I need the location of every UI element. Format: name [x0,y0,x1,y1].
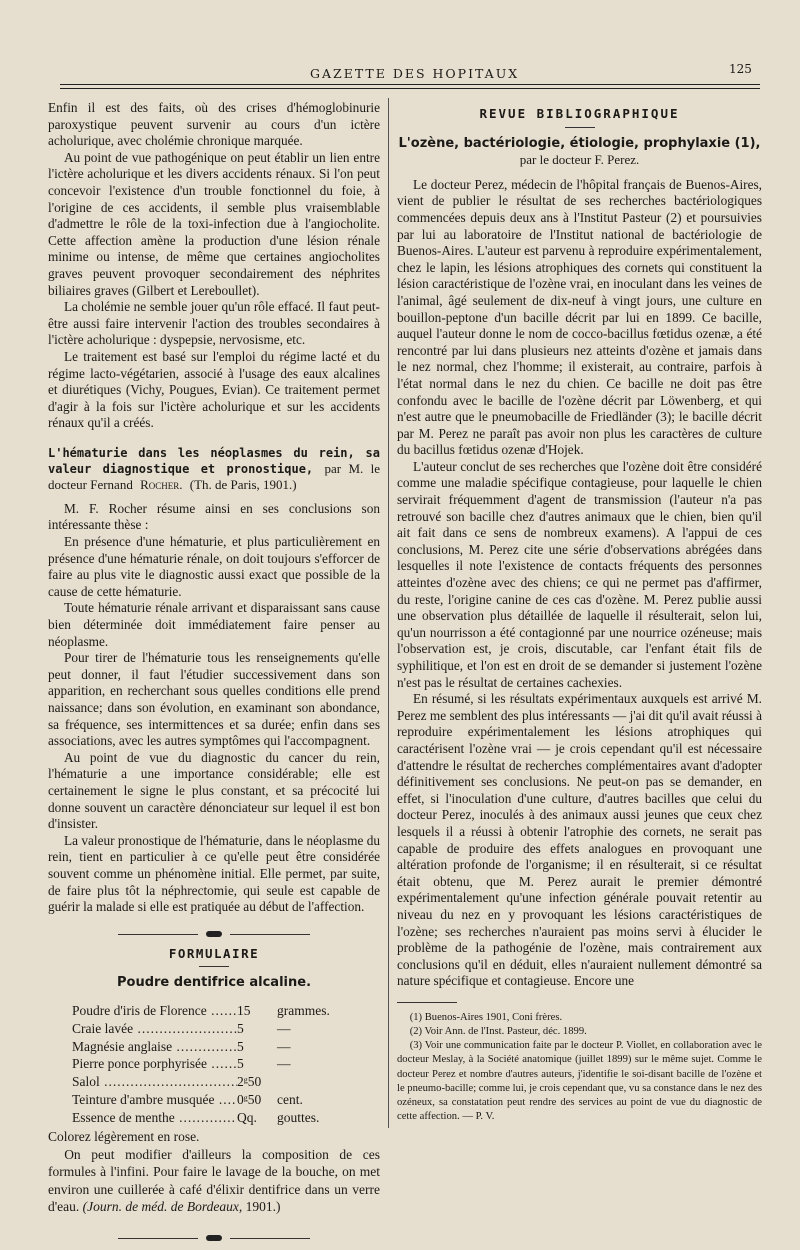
paragraph: La cholémie ne semble jouer qu'un rôle effacé. Il faut peut-être aussi faire intervenir l'action des troubles secondaires à l'ictère acholurique : dyspepsie, nervosisme, etc. [48,299,380,348]
paragraph: En présence d'une hématurie, et plus particulièrement en présence d'une hématurie rénale, on doit toujours s'efforcer de faire au plus vite le diagnostic aussi exact que possible de la cause de cette hématurie. [48,534,380,599]
review-heading: REVUE BIBLIOGRAPHIQUE [479,106,680,121]
ingredient-row [72,1109,380,1127]
header-rule-thin [60,88,760,89]
running-header: GAZETTE DES HOPITAUX [310,66,520,81]
footnotes [397,1011,762,1125]
section-byline: par M. le docteur Fernand [48,460,380,492]
ingredient-qty: 5 [237,1020,244,1036]
ingredient-row [72,1020,380,1038]
footnote: (3) Voir une communication faite par le docteur P. Viollet, en collaboration avec le docteur Meslay, à la Société anatomique (juillet 1899) sur le même sujet. Comme le docteur Perez et nombre d'autres auteurs, j'identifie le soi-disant bacille de l'ozène et le pneumo-bacille; comme lui, je crois cependant que, vu sa constance dans le nez des ozéneux, sa constatation peut rendre des services au point de vue du diagnostic de cette affection. — P. V. [397,1040,762,1123]
ingredient-qty: 15 [237,1002,251,1018]
ingredient-row [72,1055,380,1073]
column-divider [388,98,389,1128]
footnote-rule [397,1002,457,1003]
ingredient-unit: — [277,1038,291,1054]
ingredient-row [72,1073,380,1091]
ingredient-unit: gouttes. [277,1109,320,1125]
paragraph: M. F. Rocher résume ainsi en ses conclusions son intéressante thèse : [48,500,380,533]
article-author: par le docteur F. Perez. [519,152,640,168]
formula-notes [48,1128,380,1216]
ingredient-unit [277,1073,367,1091]
paragraph: En résumé, si les résultats expérimentaux auxquels est arrivé M. Perez me semblent des plus intéressants — j'ai dit qu'il avait réussi à reproduire expérimentalement les lésions atrophiques qui caractérisent l'ozène vrai — je crois cependant qu'il est nécessaire d'attendre le résultat de recherches complémentaires avant d'adopter définitivement ses conclusions. Ne peut-on pas se demander, en effet, si l'inoculation d'une culture, d'autres bacilles que celui du docteur Perez, inoculés à des animaux aussi jeunes que ceux chez lesquels il a réussi à obtenir l'atrophie des cornets, ne serait pas capable de produire des effets analogues en provoquant une altération profonde de l'organisme; il en résulterait, si ce résultat était obtenu, que M. Perez aurait le premier démontré expérimentalement qu'une infection générale pouvait retentir au niveau du nez en y provoquant les lésions caractéristiques de l'ozène; ses recherches n'auraient pas moins servi à élucider le problème de la pathogénie de l'ozène, mais contrairement aux conclusions qu'il en déduit, elles n'auraient nullement démontré sa nature spécifique et contagieuse. Encore une [397,691,762,989]
formulaire-heading: FORMULAIRE [168,945,260,961]
section-author: Rocher. [140,476,183,492]
footnote: (2) Voir Ann. de l'Inst. Pasteur, déc. 1899. [409,1026,587,1038]
paragraph: Enfin il est des faits, où des crises d'hémoglobinurie paroxystique peuvent survenir au cours d'un ictère acholurique, avec cholémie chronique marquée. [48,100,380,149]
page-number: 125 [729,62,752,76]
short-rule [565,127,595,128]
ingredient-name: Salol ..... [72,1073,237,1091]
formula-title: Poudre dentifrice alcaline. [116,975,312,991]
section-title-text: L'hématurie dans les néoplasmes du rein, sa valeur diagnostique et pronostique, [48,445,380,476]
footnote: (1) Buenos-Aires 1901, Coni frères. [409,1011,563,1023]
left-column [48,100,380,1250]
ingredient-row [72,1002,380,1020]
header-rule [60,84,760,85]
ingredient-qty: Qq. [237,1109,257,1125]
right-column [397,100,762,1125]
paragraph: Le docteur Perez, médecin de l'hôpital français de Buenos-Aires, vient de publier le résultat de ses recherches bactériologiques commencées depuis deux ans à l'Institut Pasteur (2) et poursuivies par lui au laboratoire de l'Institut national de bactériologie de Buenos-Aires. L'auteur est parvenu à reproduire expérimentalement, chez le lapin, les lésions atrophiques des cornets qui constituent la lésion caractéristique de l'ozène vrai, en inoculant dans les veines de l'animal, âgé seulement de dix-neuf à vingt jours, une culture en bouillon-peptone d'un bacille décrit par lui en 1899. Ce bacille, auquel l'auteur donne le nom de cocco-bacillus fœtidus ozenæ, a été rencontré par lui dans plusieurs nez atteints d'ozène et jamais dans le nez normal, chez l'homme; il existerait, au contraire, parfois à l'état normal dans le nez du chien. Ce bacille ne doit pas être confondu avec le bacille de l'ozène décrit par Löwenberg, et qui n'est autre que le pneumobacille de Friedländer (3); le bacille décrit par M. Perez ne paraît pas avoir non plus les caractères de culture du bacillus fœtidus ozenæ d'Hojek. [397,176,762,458]
section-title [48,446,380,493]
ingredient-qty: 2ᵍ50 [237,1074,262,1090]
ingredient-unit: — [277,1020,291,1036]
ingredient-name: Poudre d'iris de Florence ..... [72,1002,237,1020]
ingredient-qty: 0ᵍ50 [237,1091,262,1107]
formula-note [48,1146,380,1216]
ingredient-unit: grammes. [277,1002,330,1018]
ingredient-qty: 5 [237,1056,244,1072]
paragraph: Le traitement est basé sur l'emploi du régime lacté et du régime lacto-végétarien, associé à l'usage des eaux alcalines et diurétiques (Vichy, Pougues, Evian). Ce traitement permet d'agir à la fois sur l'ictère acholurique et sur les accidents rénaux qu'il a créés. [48,348,380,431]
ingredient-unit: cent. [277,1091,303,1107]
ingredient-row [72,1038,380,1056]
ingredient-name: Pierre ponce porphyrisée ..... [72,1055,237,1073]
ingredient-name: Craie lavée ..... [72,1020,237,1038]
paragraph: Au point de vue pathogénique on peut établir un lien entre l'ictère acholurique et les divers accidents rénaux. Si l'on peut concevoir l'existence d'un trouble fonctionnel du foie, à l'origine de ces accidents, il semble plus vraisemblable d'admettre le rôle de la toxi-infection due à l'angiocholite. Cette affection amène la production d'une lésion rénale minime ou intense, de même que certaines angiocholites graves peuvent provoquer secondairement des néphrites biliaires graves (Gilbert et Lereboullet). [48,149,380,298]
ingredient-name: Teinture d'ambre musquée ..... [72,1091,237,1109]
ingredient-row [72,1091,380,1109]
paragraph: L'auteur conclut de ses recherches que l'ozène doit être considéré comme une maladie spécifique contagieuse, pour laquelle le chien servirait fréquemment d'agent de transmission (l'auteur n'a pas retrouvé son bacille chez d'autres animaux que le chien, bien qu'il ait fait dans ce sens de nombreux examens). A l'appui de ces conclusions, M. Perez cite une série d'observations abrégées dans lesquelles il note l'existence de contacts fréquents des personnes atteintes d'ozène avec des chiens; ce qui ne permet pas d'affirmer, du reste, l'origine canine de ces cas d'ozène. M. Perez publie aussi une observation plus détaillée de laquelle il résulterait, selon lui, qu'un nourrisson a été contagionné par une nourrice ozéneuse; mais l'observation est, je crois, discutable, car l'enfant était fils de syphilitique, et l'on est en droit de se demander si justement l'ozène n'est pas le résultat de certaines cachexies. [397,458,762,690]
short-rule [199,966,229,967]
ornament-divider [48,1234,380,1244]
ornament-diamond [206,1235,222,1241]
article-title: L'ozène, bactériologie, étiologie, prophylaxie (1), [398,135,761,151]
ingredient-name: Magnésie anglaise ..... [72,1038,237,1056]
ingredient-name: Essence de menthe ..... [72,1109,237,1127]
formula-note-text: On peut modifier d'ailleurs la composition de ces formules à l'infini. Pour faire le lavage de la bouche, on met environ une cuillerée à café d'élixir dentifrice dans un verre d'eau. [48,1146,380,1215]
paragraph: La valeur pronostique de l'hématurie, dans le néoplasme du rein, tient en particulier à ce qu'elle peut être considérée souvent comme un phénomène initial. Elle permet, par suite, de faire plus tôt la néphrectomie, qui seule est capable de guérir la malade si elle est pratiquée au début de l'affection. [48,832,380,915]
section-source: (Th. de Paris, 1901.) [189,476,297,492]
ornament-diamond [206,931,222,937]
paragraph: Toute hématurie rénale arrivant et disparaissant sans cause bien déterminée doit immédiatement faire penser au néoplasme. [48,600,380,649]
ingredient-list [72,1002,380,1127]
formula-source: (Journ. de méd. de Bordeaux, [82,1199,243,1215]
formula-note: Colorez légèrement en rose. [48,1129,200,1145]
ingredient-unit: — [277,1056,291,1072]
formula-source-year: 1901.) [245,1199,281,1215]
paragraph: Pour tirer de l'hématurie tous les renseignements qu'elle peut donner, il faut l'étudier successivement dans son apparition, en recherchant sous quelles conditions elle prend naissance; dans son évolution, en examinant son abondance, sa fréquence, ses intermittences et sa durée; enfin dans ses associations, avec les autres symptômes qui l'accompagnent. [48,650,380,749]
paragraph: Au point de vue du diagnostic du cancer du rein, l'hématurie a une importance considérable; elle est certainement le signe le plus constant, et sa précocité lui donne souvent un caractère dénonciateur sur lequel il est bon d'insister. [48,749,380,832]
ingredient-qty: 5 [237,1038,244,1054]
ornament-divider [48,930,380,940]
